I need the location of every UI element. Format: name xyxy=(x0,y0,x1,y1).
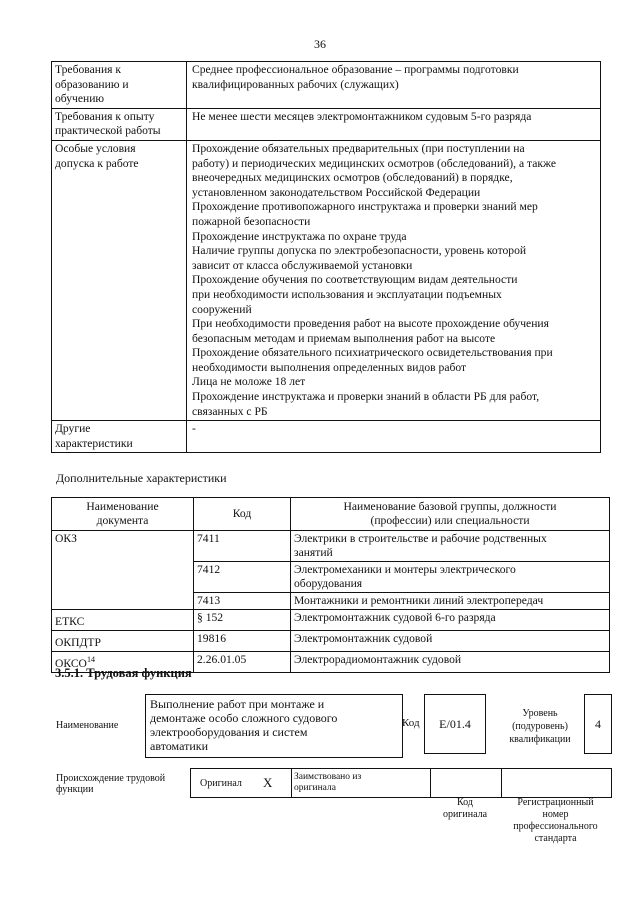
doc-name xyxy=(52,610,194,631)
text-line: связанных с РБ xyxy=(192,404,268,418)
text-line: Прохождение обучения по соответствующим видам деятельности xyxy=(192,273,518,287)
text-line: Среднее профессиональное образование – программы подготовки xyxy=(192,63,519,76)
table-row xyxy=(52,140,601,420)
text-line: установленном законодательством Российской Федерации xyxy=(192,185,481,199)
text-line: Требования к опыту xyxy=(55,109,155,123)
code-cell: 7412 xyxy=(194,562,291,593)
text-line: документа xyxy=(96,514,149,527)
text-line: Выполнение работ при монтаже и xyxy=(150,697,325,711)
text-line: характеристики xyxy=(55,436,133,450)
text-line: Электрики в строительстве и рабочие родственных xyxy=(294,532,547,545)
additional-characteristics-table xyxy=(51,497,610,673)
function-name-box xyxy=(145,694,403,758)
borrowed-label xyxy=(294,772,361,794)
text-line: сооружений xyxy=(192,302,252,316)
text-line: Заимствовано из xyxy=(294,772,362,782)
text-line: Уровень xyxy=(522,708,558,719)
text-line: образованию и xyxy=(55,77,129,91)
group-cell xyxy=(291,593,610,610)
text-line: Код xyxy=(232,507,252,520)
text-line: При необходимости проведения работ на высоте прохождение обучения xyxy=(192,317,549,331)
row-label xyxy=(52,140,187,420)
requirements-table xyxy=(51,61,601,453)
labor-function-title: 3.5.1. Трудовая функция xyxy=(55,666,192,680)
text-line: квалифицированных рабочих (служащих) xyxy=(192,77,399,91)
text-line: оригинала xyxy=(442,809,488,820)
text-line: Код xyxy=(457,797,473,808)
doc-name-text: ЕТКС xyxy=(55,614,85,628)
footnote-mark: 14 xyxy=(86,654,95,664)
table-row xyxy=(52,610,610,631)
row-value xyxy=(187,140,601,420)
group-cell xyxy=(291,562,610,593)
additional-characteristics-title: Дополнительные характеристики xyxy=(56,471,227,485)
text-line: Электромеханики и монтеры электрического xyxy=(294,563,516,576)
text-line: - xyxy=(192,422,196,436)
table-row xyxy=(52,421,601,453)
text-line: (подуровень) xyxy=(512,721,568,732)
row-value xyxy=(187,62,601,109)
page-number: 36 xyxy=(314,37,326,51)
text-line: безопасным методам и приемам выполнения работ на высоте xyxy=(192,331,496,345)
table-row xyxy=(52,62,601,109)
text-line: Лица не моложе 18 лет xyxy=(192,375,306,389)
group-cell: Электрорадиомонтажник судовой xyxy=(291,651,610,672)
text-line: Монтажники и ремонтники линий электропередач xyxy=(294,594,544,607)
text-line: функции xyxy=(56,784,94,795)
text-line: Требования к xyxy=(55,63,122,76)
row-value xyxy=(187,108,601,140)
table-row xyxy=(52,531,610,562)
level-box: 4 xyxy=(584,694,612,754)
original-label: Оригинал xyxy=(200,778,242,789)
text-line: Прохождение обязательных предварительных (при поступлении на xyxy=(192,141,525,155)
original-mark: X xyxy=(263,775,273,790)
doc-name: ОКЗ xyxy=(52,531,194,610)
code-label: Код xyxy=(402,717,420,729)
table-row xyxy=(52,108,601,140)
name-label: Наименование xyxy=(56,720,119,731)
header-row xyxy=(52,498,610,531)
row-value xyxy=(187,421,601,453)
registration-label xyxy=(501,797,610,845)
text-line: практической работы xyxy=(55,124,161,138)
row-label xyxy=(52,62,187,109)
text-line: Прохождение обязательного психиатрического освидетельствования при xyxy=(192,346,553,360)
text-line: оборудования xyxy=(294,577,363,590)
code-cell: 2.26.01.05 xyxy=(194,651,291,672)
doc-name xyxy=(52,630,194,651)
text-line: профессионального xyxy=(513,821,598,832)
text-line: зависит от класса обслуживаемой установки xyxy=(192,258,413,272)
function-code-box: E/01.4 xyxy=(424,694,486,754)
group-cell: Электромонтажник судовой 6-го разряда xyxy=(291,610,610,631)
text-line: Наличие группы допуска по электробезопасности, уровень которой xyxy=(192,244,527,258)
text-line: номер xyxy=(542,809,569,820)
text-line: Прохождение инструктажа и проверки знаний в области РБ для работ, xyxy=(192,390,540,404)
code-cell: § 152 xyxy=(194,610,291,631)
text-line: Особые условия xyxy=(55,141,136,155)
text-line: стандарта xyxy=(534,833,577,844)
text-line: необходимости выполнения определенных видов работ xyxy=(192,360,467,374)
row-label xyxy=(52,421,187,453)
code-cell: 7411 xyxy=(194,531,291,562)
origin-label xyxy=(56,773,165,795)
text-line: работу) и периодических медицинских осмотров (обследований), а также xyxy=(192,156,556,170)
text-line: Наименование xyxy=(86,500,159,513)
text-line: внеочередных медицинских осмотров (обследований) в порядке, xyxy=(192,171,513,185)
text-line: Прохождение противопожарного инструктажа и проверки знаний мер xyxy=(192,200,538,214)
level-label xyxy=(500,707,580,746)
doc-name-text: ОКПДТР xyxy=(55,635,101,649)
text-line: оригинала xyxy=(294,783,336,793)
code-original-label xyxy=(430,797,500,821)
text-line: обучению xyxy=(55,92,105,106)
text-line: демонтаже особо сложного судового xyxy=(150,711,338,725)
registration-box xyxy=(501,768,612,798)
text-line: Прохождение инструктажа по охране труда xyxy=(192,229,407,243)
group-cell xyxy=(291,531,610,562)
text-line: автоматики xyxy=(150,739,208,753)
row-label xyxy=(52,108,187,140)
header-doc xyxy=(52,498,194,531)
original-box xyxy=(190,768,292,798)
header-group xyxy=(291,498,610,531)
table-row xyxy=(52,630,610,651)
text-line: занятий xyxy=(294,546,333,559)
text-line: Регистрационный xyxy=(517,797,594,808)
text-line: Не менее шести месяцев электромонтажником судовым 5-го разряда xyxy=(192,109,532,123)
text-line: Другие xyxy=(55,422,91,436)
code-cell: 7413 xyxy=(194,593,291,610)
text-line: Происхождение трудовой xyxy=(56,773,166,784)
group-cell: Электромонтажник судовой xyxy=(291,630,610,651)
text-line: пожарной безопасности xyxy=(192,214,311,228)
code-cell: 19816 xyxy=(194,630,291,651)
header-code xyxy=(194,498,291,531)
doc-name-text: ОКСО xyxy=(55,656,87,670)
text-line: (профессии) или специальности xyxy=(370,514,530,527)
borrowed-box xyxy=(291,768,431,798)
text-line: при необходимости использования и эксплуатации подъемных xyxy=(192,287,502,301)
text-line: Наименование базовой группы, должности xyxy=(343,500,557,513)
code-original-box xyxy=(430,768,502,798)
text-line: допуска к работе xyxy=(55,156,139,170)
text-line: квалификации xyxy=(509,734,571,745)
text-line: электрооборудования и систем xyxy=(150,725,308,739)
